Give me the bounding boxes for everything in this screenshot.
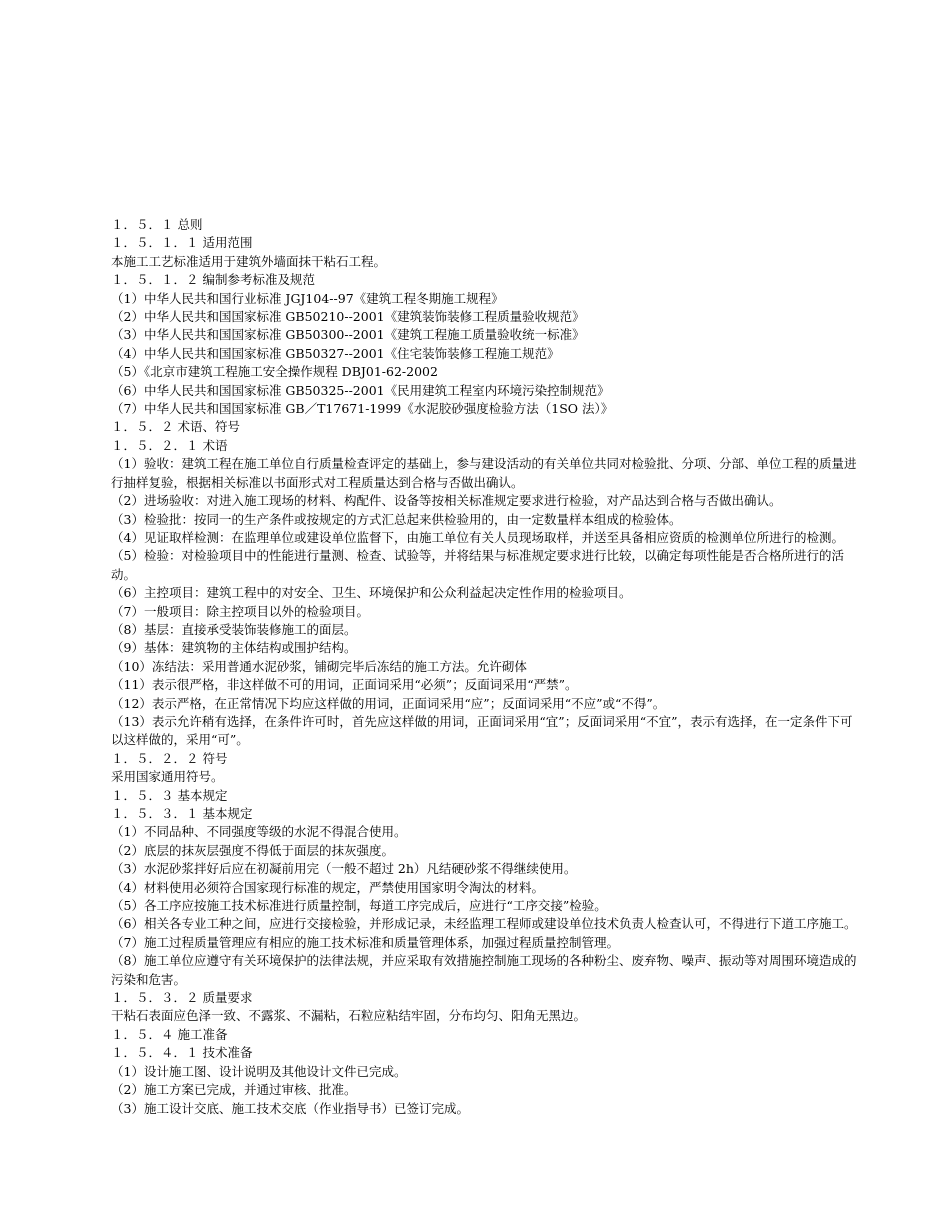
subsection-heading: １．５．３．１ 基本规定 xyxy=(111,806,253,821)
list-item: （2）中华人民共和国国家标准 GB50210--2001《建筑装饰装修工程质量验收规范》 xyxy=(111,309,585,325)
subsection-heading: １．５．１．２ 编制参考标准及规范 xyxy=(111,272,315,288)
list-item: （1）设计施工图、设计说明及其他设计文件已完成。 xyxy=(111,1063,407,1079)
list-item: （11）表示很严格，非这样做不可的用词，正面词采用“必须”；反面词采用“严禁”。 xyxy=(111,677,578,693)
subsection-heading: １．５．２．２ 符号 xyxy=(111,750,228,766)
list-item: （1）中华人民共和国行业标准 JGJ104--97《建筑工程冬期施工规程》 xyxy=(111,290,504,306)
list-item: （8）施工单位应遵守有关环境保护的法律法规，并应采取有效措施控制施工现场的各种粉尘、废弃物、噪声、振动等对周围环境造成的污染和危害。 xyxy=(111,953,857,987)
section-heading: １．５．２ 术语、符号 xyxy=(111,419,240,435)
subsection-heading: １．５．１．１ 适用范围 xyxy=(111,235,253,251)
list-item: （6）相关各专业工种之间，应进行交接检验，并形成记录，未经监理工程师或建设单位技术负责人检查认可，不得进行下道工序施工。 xyxy=(111,916,857,932)
list-item: （3）施工设计交底、施工技术交底（作业指导书）已签订完成。 xyxy=(111,1100,469,1116)
paragraph: 采用国家通用符号。 xyxy=(111,769,224,785)
list-item: （3）检验批：按同一的生产条件或按规定的方式汇总起来供检验用的，由一定数量样本组成的检验体。 xyxy=(111,511,682,527)
list-item: （6）主控项目：建筑工程中的对安全、卫生、环境保护和公众利益起决定性作用的检验项目。 xyxy=(111,585,632,601)
paragraph: 本施工工艺标准适用于建筑外墙面抹干粘石工程。 xyxy=(111,253,387,269)
list-item: （5）《北京市建筑工程施工安全操作规程 DBJ01-62-2002 xyxy=(111,364,438,380)
list-item: （4）中华人民共和国国家标准 GB50327--2001《住宅装饰装修工程施工规范》 xyxy=(111,345,560,361)
section-heading: １．５．１ 总则 xyxy=(111,217,203,232)
list-item: （1）验收：建筑工程在施工单位自行质量检查评定的基础上，参与建设活动的有关单位共同对检验批、分项、分部、单位工程的质量进行抽样复验，根据相关标准以书面形式对工程质量达到合格与否做出确认。 xyxy=(111,456,857,490)
document-body xyxy=(111,216,859,1118)
list-item: （5）检验：对检验项目中的性能进行量测、检查、试验等，并将结果与标准规定要求进行比较，以确定每项性能是否合格所进行的活动。 xyxy=(111,548,844,582)
list-item: （9）基体：建筑物的主体结构或围护结构。 xyxy=(111,640,357,656)
list-item: （8）基层：直接承受装饰装修施工的面层。 xyxy=(111,621,357,637)
list-item: （4）材料使用必须符合国家现行标准的规定，严禁使用国家明令淘汰的材料。 xyxy=(111,879,544,895)
list-item: （4）见证取样检测：在监理单位或建设单位监督下，由施工单位有关人员现场取样，并送至具备相应资质的检测单位所进行的检测。 xyxy=(111,529,844,545)
list-item: （7）一般项目：除主控项目以外的检验项目。 xyxy=(111,603,369,619)
list-item: （5）各工序应按施工技术标准进行质量控制，每道工序完成后，应进行“工序交接”检验。 xyxy=(111,898,607,914)
list-item: （12）表示严格，在正常情况下均应这样做的用词，正面词采用“应”；反面词采用“不应”或“不得”。 xyxy=(111,695,666,711)
list-item: （7）施工过程质量管理应有相应的施工技术标准和质量管理体系，加强过程质量控制管理。 xyxy=(111,934,619,950)
subsection-heading: １．５．３．２ 质量要求 xyxy=(111,990,253,1006)
list-item: （6）中华人民共和国国家标准 GB50325--2001《民用建筑工程室内环境污染控制规范》 xyxy=(111,382,610,398)
section-heading: １．５．４ 施工准备 xyxy=(111,1026,228,1042)
list-item: （3）水泥砂浆拌好后应在初凝前用完（一般不超过 2h）凡结硬砂浆不得继续使用。 xyxy=(111,861,577,877)
list-item: （13）表示允许稍有选择，在条件许可时，首先应这样做的用词，正面词采用“宜”；反面词采用“不宜”，表示有选择，在一定条件下可以这样做的，采用“可”。 xyxy=(111,713,853,748)
list-item: （7）中华人民共和国国家标准 GB／T17671-1999《水泥胶砂强度检验方法（1SO 法）》 xyxy=(111,401,614,417)
paragraph: 干粘石表面应色泽一致、不露浆、不漏粘，石粒应粘结牢固，分布均匀、阳角无黑边。 xyxy=(111,1008,587,1024)
list-item: （2）施工方案已完成，并通过审核、批准。 xyxy=(111,1082,357,1098)
list-item: （10）冻结法：采用普通水泥砂浆，铺砌完毕后冻结的施工方法。允许砌体 xyxy=(111,658,527,674)
subsection-heading: １．５．２．１ 术语 xyxy=(111,437,228,453)
section-heading: １．５．３ 基本规定 xyxy=(111,787,228,803)
list-item: （1）不同品种、不同强度等级的水泥不得混合使用。 xyxy=(111,824,407,840)
list-item: （2）进场验收：对进入施工现场的材料、构配件、设备等按相关标准规定要求进行检验，对产品达到合格与否做出确认。 xyxy=(111,493,782,509)
list-item: （2）底层的抹灰层强度不得低于面层的抹灰强度。 xyxy=(111,842,394,858)
subsection-heading: １．５．４．１ 技术准备 xyxy=(111,1045,253,1061)
list-item: （3）中华人民共和国国家标准 GB50300--2001《建筑工程施工质量验收统一标准》 xyxy=(111,327,585,343)
